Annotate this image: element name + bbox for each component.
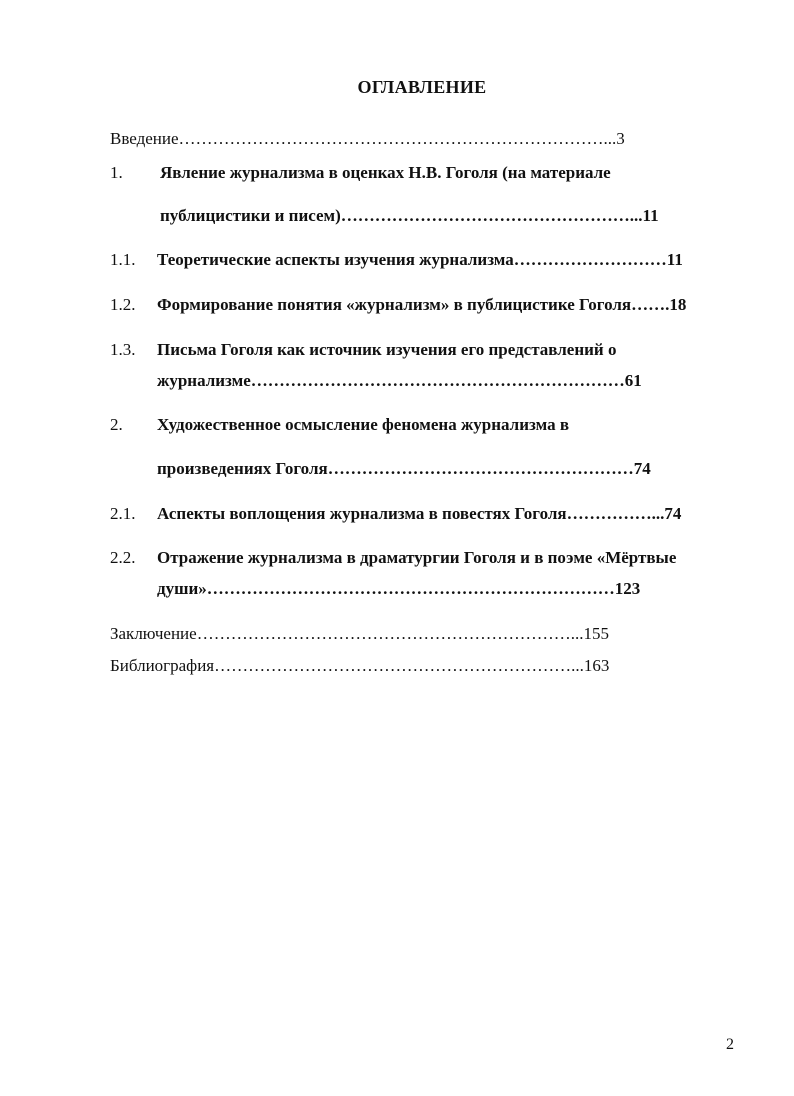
toc-entry-1-line1: Явление журнализма в оценках Н.В. Гоголя (на материале	[160, 163, 611, 182]
toc-entry-1-line2: публицистики и писем)……………………………………………...11	[160, 206, 659, 225]
toc-entry-1-2: Формирование понятия «журнализм» в публицистике Гоголя…….18	[157, 295, 687, 314]
toc-number-1-1: 1.1.	[110, 250, 136, 269]
toc-entry-bibliography: Библиография………………………………………………………...163	[110, 656, 610, 675]
toc-entry-2-line2: произведениях Гоголя………………………………………………74	[157, 459, 651, 478]
toc-entry-intro: Введение…………………………………………………………………...3	[110, 129, 625, 148]
toc-number-1-2: 1.2.	[110, 295, 136, 314]
toc-entry-2-line1: Художественное осмысление феномена журнализма в	[157, 415, 570, 434]
toc-entry-1-3-line2: журнализме…………………………………………………………61	[157, 371, 642, 390]
toc-number-2: 2.	[110, 415, 123, 434]
toc-title: ОГЛАВЛЕНИЕ	[357, 77, 487, 97]
toc-number-1: 1.	[110, 163, 123, 182]
toc-entry-2-1: Аспекты воплощения журнализма в повестях Гоголя……………...74	[157, 504, 682, 523]
toc-entry-conclusion: Заключение…………………………………………………………...155	[110, 624, 609, 643]
toc-number-2-2: 2.2.	[110, 548, 136, 567]
toc-entry-1-1: Теоретические аспекты изучения журнализма………………………11	[157, 250, 683, 269]
toc-entry-2-2-line1: Отражение журнализма в драматургии Гоголя и в поэме «Мёртвые	[157, 548, 677, 567]
toc-number-2-1: 2.1.	[110, 504, 136, 523]
toc-entry-2-2-line2: души»………………………………………………………………123	[157, 579, 641, 598]
page-number: 2	[726, 1036, 734, 1053]
toc-entry-1-3-line1: Письма Гоголя как источник изучения его представлений о	[157, 340, 617, 359]
toc-number-1-3: 1.3.	[110, 340, 136, 359]
